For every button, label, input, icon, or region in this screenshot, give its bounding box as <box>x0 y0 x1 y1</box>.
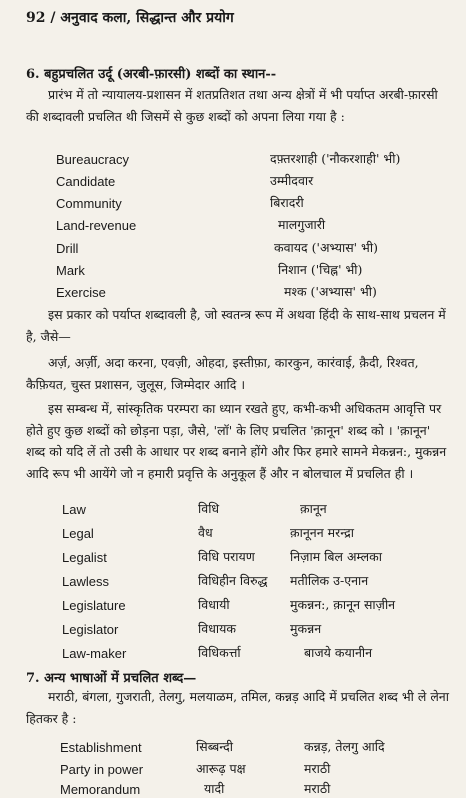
table-row: Legislator <box>62 622 119 637</box>
paragraph: इस सम्बन्ध में, सांस्कृतिक परम्परा का ध्यान रखते हुए, कभी-कभी अधिकतम आवृत्ति पर होते हुए कुछ शब्दों को छोड़ना पड़ा, जैसे, 'लॉ' के लिए प्रचलित 'क़ानून' शब्द को । 'क़ानून' शब्द को यदि लें तो उसी के आधार पर शब्द बनाने होंगे और फिर हमारे सामने मेकन्नन:, मुकन्नन आदि रूप भी आयेंगे जो न हमारी प्रवृत्ति के अनुकूल हैं और न बोलचाल में प्रचलित ही । <box>26 401 447 481</box>
word-row: Party in power <box>60 762 144 777</box>
table-row: Law <box>62 502 86 517</box>
word-row: Community <box>56 196 122 211</box>
paragraph: अर्ज़, अर्ज़ी, अदा करना, एवज़ी, ओहदा, इस्तीफ़ा, कारकुन, कारंवाई, क़ैदी, रिश्वत, कैफ़ियत, चुस्त प्रशासन, जुलूस, जिम्मेदार आदि । <box>26 355 419 392</box>
word-row: Drill <box>56 241 79 256</box>
page-number: 92 <box>26 10 46 26</box>
word-row: Candidate <box>56 174 116 189</box>
section-7-intro: मराठी, बंगला, गुजराती, तेलगु, मलयाळम, तमिल, कन्नड़ आदि में प्रचलित शब्द भी ले लेना हितकर है : <box>26 689 449 726</box>
word-row: Establishment <box>60 740 142 755</box>
table-row: Legalist <box>62 550 107 565</box>
table-row: Legal <box>62 526 94 541</box>
word-row: Land-revenue <box>56 218 137 233</box>
word-row: Mark <box>56 263 85 278</box>
table-row: Law-maker <box>62 646 127 661</box>
paragraph: इस प्रकार को पर्याप्त शब्दावली है, जो स्वतन्त्र रूप में अथवा हिंदी के साथ-साथ प्रचलन में है, जैसे— <box>26 307 446 344</box>
section-6-heading: 6. बहुप्रचलित उर्दू (अरबी-फ़ारसी) शब्दों का स्थान-- <box>26 67 277 82</box>
section-7-heading: 7. अन्य भाषाओं में प्रचलित शब्द— <box>26 671 197 686</box>
section-6-intro: प्रारंभ में तो न्यायालय-प्रशासन में शतप्रतिशत तथा अन्य क्षेत्रों में भी पर्याप्त अरबी-फ़ारसी की शब्दावली प्रचलित थी जिसमें से कुछ शब्दों को अपना लिया गया है : <box>26 87 438 124</box>
page-header: 92 / अनुवाद कला, सिद्धान्त और प्रयोग <box>26 10 234 26</box>
table-row: Lawless <box>62 574 109 589</box>
book-title: अनुवाद कला, सिद्धान्त और प्रयोग <box>60 10 234 26</box>
word-row: Exercise <box>56 285 106 300</box>
word-row: Memorandum <box>60 782 141 797</box>
document-page: 92 / अनुवाद कला, सिद्धान्त और प्रयोग 6. बहुप्रचलित उर्दू (अरबी-फ़ारसी) शब्दों का स्थान-- प्रारंभ में तो न्यायालय-प्रशासन में शतप्रतिशत तथा अन्य क्षेत्रों में भी पर्याप्त अरबी-फ़ारसी की शब्दावली प्रचलित थी जिसमें से कुछ शब्दों को अपना लिया गया है : Bureaucracy दफ़्तरशाही ('नौकरशाही' भी) Candidate उम्मीदवार Community बिरादरी Land-revenue मालगुजारी Drill कवायद ('अभ्यास' भी) Mark निशान ('चिह्न' भी) Exercise मश्क ('अभ्यास' भी) इस प्रकार को पर्याप्त शब्दावली है, जो स्वतन्त्र रूप में अथवा हिंदी के साथ-साथ प्रचलन में है, जैसे— अर्ज़, अर्ज़ी, अदा करना, एवज़ी, ओहदा, इस्तीफ़ा, कारकुन, कारंवाई, क़ैदी, रिश्वत, कैफ़ियत, चुस्त प्रशासन, जुलूस, जिम्मेदार आदि । इस सम्बन्ध में, सांस्कृतिक परम्परा का ध्यान रखते हुए, कभी-कभी अधिकतम आवृत्ति पर होते हुए कुछ शब्दों को छोड़ना पड़ा, जैसे, 'लॉ' के लिए प्रचलित 'क़ानून' शब्द को । 'क़ानून' शब्द को यदि लें तो उसी के आधार पर शब्द बनाने होंगे और फिर हमारे सामने मेकन्नन:, मुकन्नन आदि रूप भी आयेंगे जो न हमारी प्रवृत्ति के अनुकूल हैं और न बोलचाल में प्रचलित ही । Law विधि क़ानून Legal वैध क़ानूनन मरन्द्रा Legalist विधि परायण निज़ाम बिल अम्लका Lawless विधिहीन विरुद्ध मतीलिक उ-एनान Legislature विधायी मुकन्नन:, क़ानून साज़ीन Legislator विधायक मुकन्नन Law-maker विधिकर्त्ता बाजये कयानीन 7. अन्य भाषाओं में प्रचलित शब्द— मराठी, बंगला, गुजराती, तेलगु, मलयाळम, तमिल, कन्नड़ आदि में प्रचलित शब्द भी ले लेना हितकर है : Establishment सिब्बन्दी कन्नड़, तेलगु आदि Party in power आरूढ़ पक्ष मराठी Memorandum यादी मराठी <box>26 10 449 797</box>
table-row: Legislature <box>62 598 126 613</box>
word-row: Bureaucracy <box>56 152 129 167</box>
